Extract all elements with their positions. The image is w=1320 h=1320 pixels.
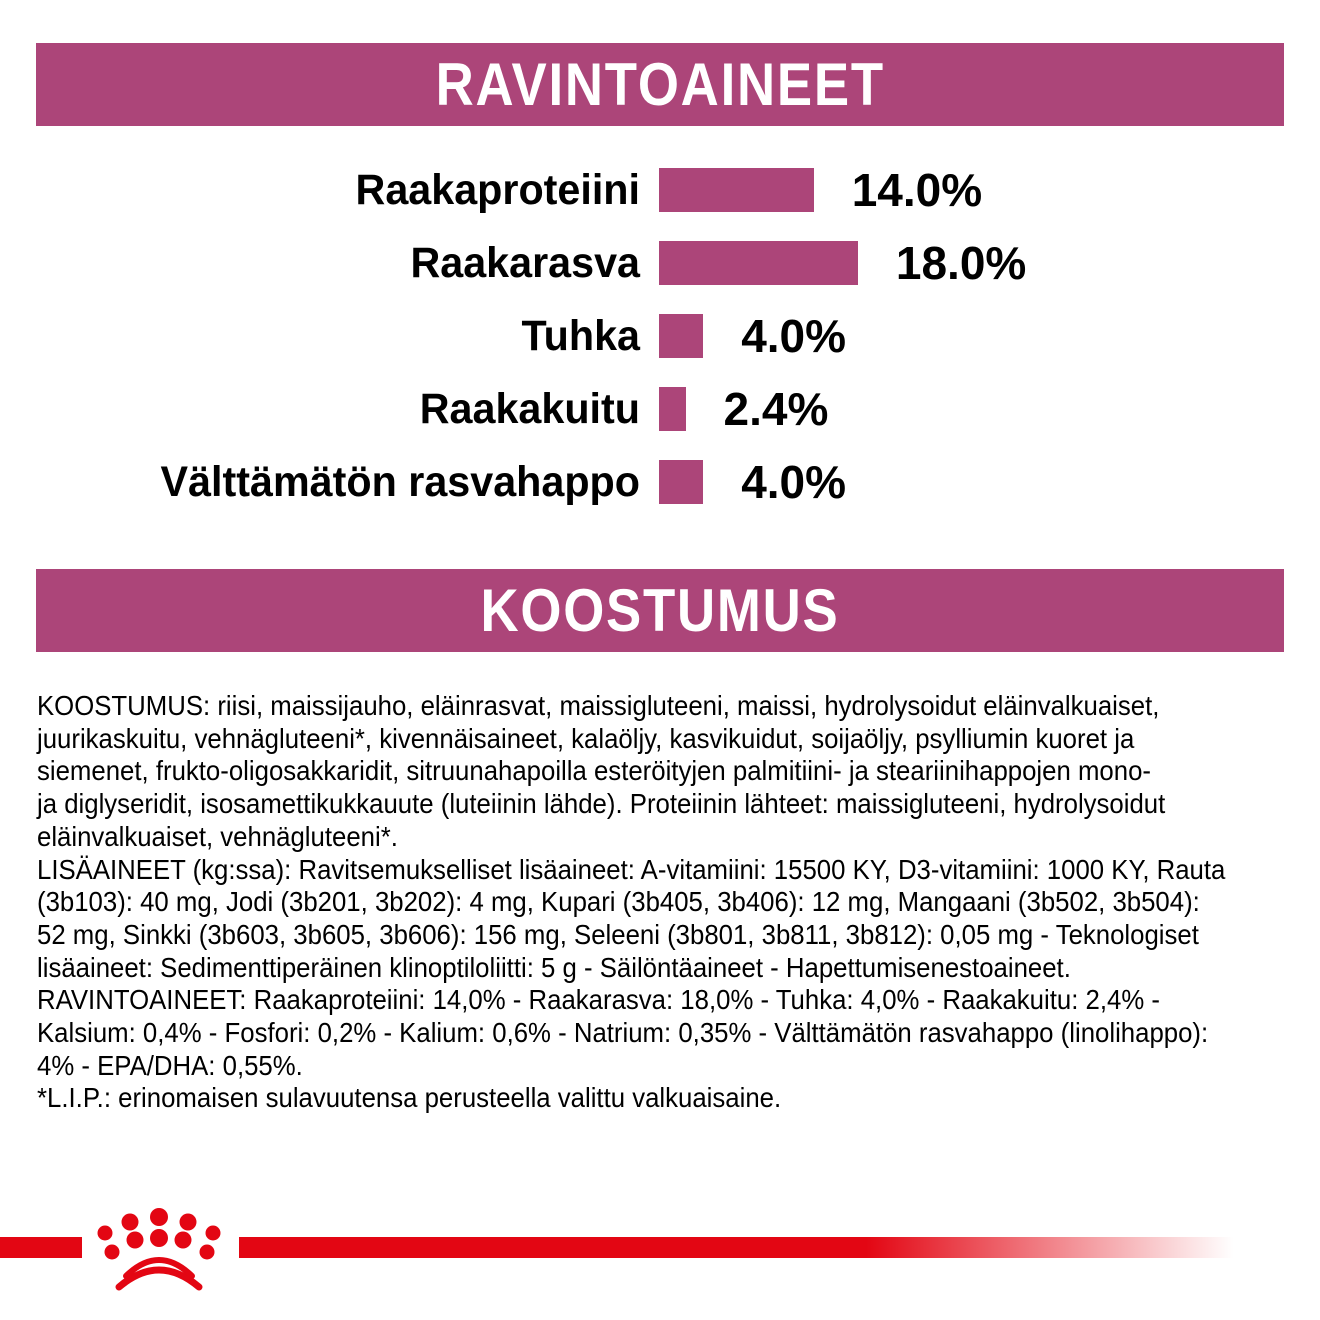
- text-line-ravintoaineet: Kalsium: 0,4% - Fosfori: 0,2% - Kalium: 0,6% - Natrium: 0,35% - Välttämätön rasvahappo (linolihappo):: [37, 1017, 1209, 1049]
- bar-value: 18.0%: [895, 237, 1027, 289]
- bar-label: Raakarasva: [410, 238, 640, 287]
- bar-value: 4.0%: [741, 310, 847, 362]
- chart-row: [36, 456, 1296, 508]
- royal-canin-crown-icon: [80, 1205, 240, 1300]
- bar: [659, 460, 703, 504]
- text-line-ravintoaineet: 4% - EPA/DHA: 0,55%.: [37, 1049, 303, 1081]
- text-line-ravintoaineet: RAVINTOAINEET: Raakaproteiini: 14,0% - Raakarasva: 18,0% - Tuhka: 4,0% - Raakakuitu: 2,4% -: [37, 984, 1160, 1016]
- composition-banner: [36, 569, 1284, 652]
- bar-value: 4.0%: [741, 456, 847, 508]
- bar: [659, 387, 686, 431]
- chart-row: [36, 383, 1296, 435]
- bar: [659, 168, 814, 212]
- text-line-koostumus: siemenet, frukto-oligosakkaridit, sitruunahapoilla esteröityjen palmitiini- ja steariinihappojen mono-: [37, 755, 1151, 787]
- bar-label: Raakaproteiini: [355, 165, 640, 214]
- chart-row: [36, 237, 1296, 289]
- nutrients-banner-title: RAVINTOAINEET: [435, 51, 885, 118]
- bar: [659, 241, 858, 285]
- text-line-koostumus: eläinvalkuaiset, vehnägluteeni*.: [37, 820, 398, 852]
- nutrients-bar-chart: [36, 164, 1296, 533]
- text-line-lisaaineet: lisäaineet: Sedimenttiperäinen klinoptiloliitti: 5 g - Säilöntäaineet - Hapettumisenestoaineet.: [37, 951, 1071, 983]
- text-line-koostumus: juurikaskuitu, vehnägluteeni*, kivennäisaineet, kalaöljy, kasvikuidut, soijaöljy, psylliumin kuoret ja: [37, 722, 1135, 754]
- nutrients-banner: [36, 43, 1284, 126]
- text-line-lisaaineet: (3b103): 40 mg, Jodi (3b201, 3b202): 4 mg, Kupari (3b405, 3b406): 12 mg, Mangaani (3b502, 3b504):: [37, 886, 1200, 918]
- composition-banner-title: KOOSTUMUS: [480, 577, 840, 644]
- red-line-left: [0, 1237, 82, 1258]
- text-line-koostumus: KOOSTUMUS: riisi, maissijauho, eläinrasvat, maissigluteeni, maissi, hydrolysoidut eläinvalkuaiset,: [37, 690, 1160, 721]
- bar-label: Raakakuitu: [419, 384, 640, 433]
- chart-row: [36, 164, 1296, 216]
- brand-footer: [0, 1200, 1320, 1320]
- red-line-right-gradient: [239, 1237, 1320, 1258]
- chart-row: [36, 310, 1296, 362]
- text-line-lip-footnote: *L.I.P.: erinomaisen sulavuutensa perusteella valittu valkuaisaine.: [37, 1082, 782, 1114]
- bar-label: Välttämätön rasvahappo: [160, 457, 640, 506]
- text-line-koostumus: ja diglyseridit, isosamettikukkauute (luteiinin lähde). Proteiinin lähteet: maissigluteeni, hydrolysoidut: [37, 788, 1166, 820]
- composition-text-block: [37, 690, 1307, 1115]
- text-line-lisaaineet: LISÄAINEET (kg:ssa): Ravitsemukselliset lisäaineet: A-vitamiini: 15500 KY, D3-vitamiini: 1000 KY, Rauta: [37, 853, 1226, 885]
- bar: [659, 314, 703, 358]
- bar-value: 14.0%: [851, 164, 983, 216]
- text-line-lisaaineet: 52 mg, Sinkki (3b603, 3b605, 3b606): 156 mg, Seleeni (3b801, 3b811, 3b812): 0,05 mg - Teknologiset: [37, 918, 1199, 950]
- bar-label: Tuhka: [521, 311, 640, 360]
- bar-value: 2.4%: [723, 383, 829, 435]
